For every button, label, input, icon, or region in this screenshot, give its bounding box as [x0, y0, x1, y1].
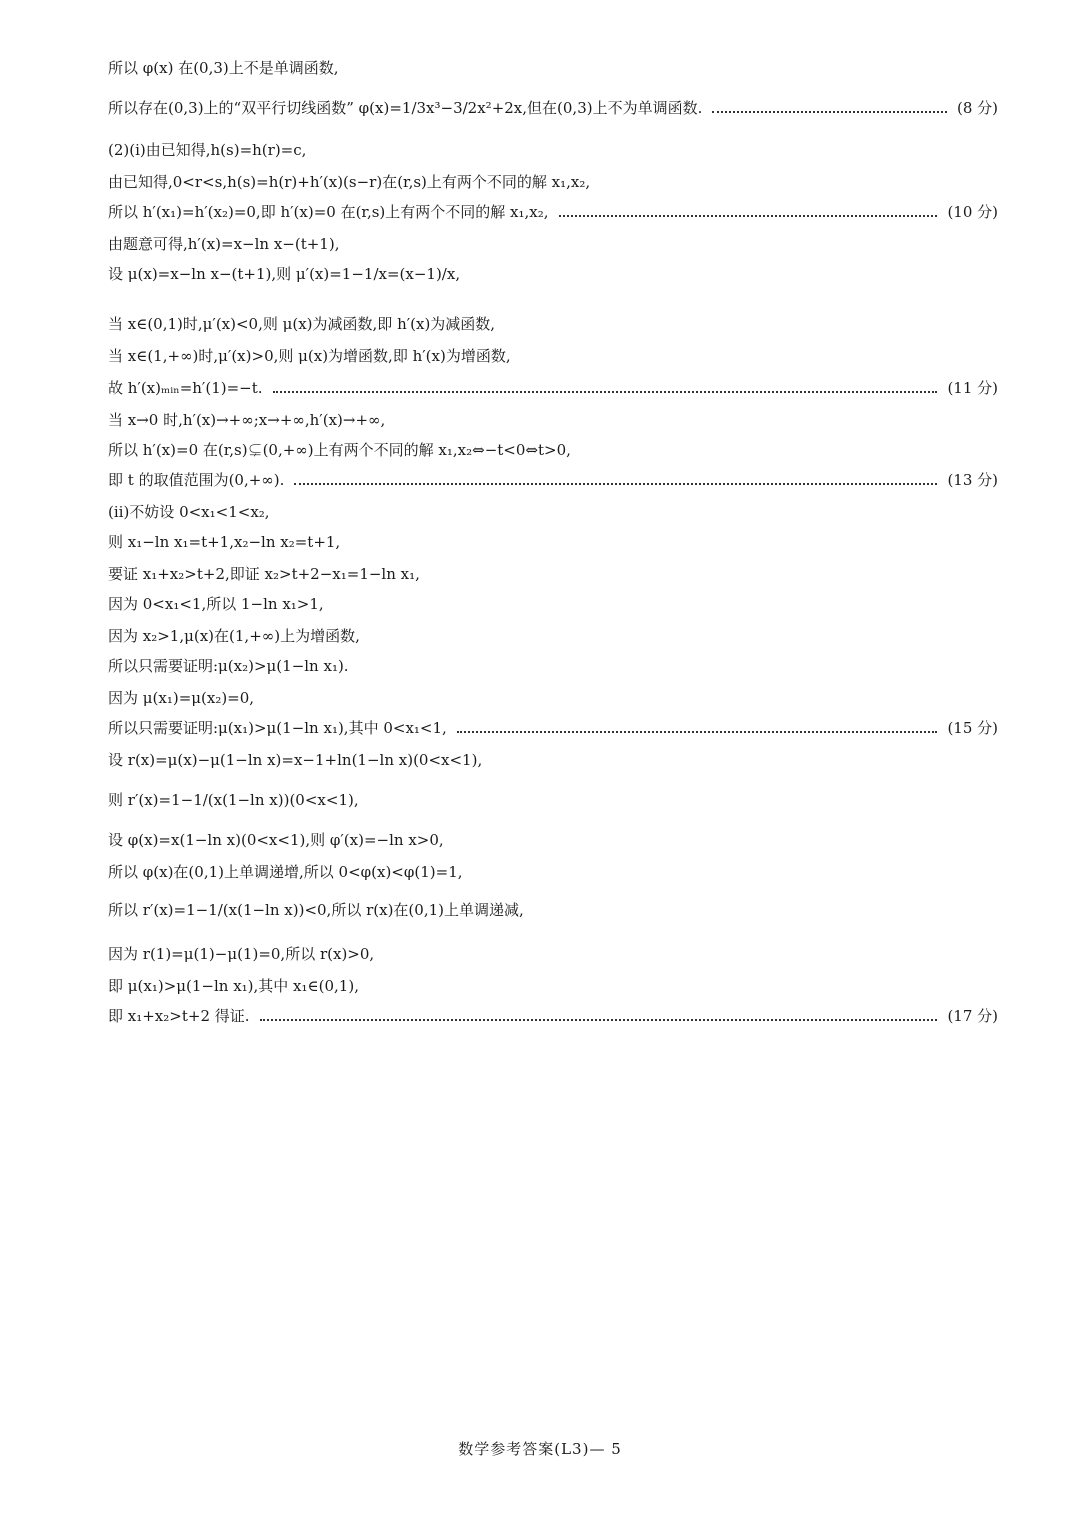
solution-line — [108, 1006, 998, 1026]
solution-line — [108, 140, 998, 160]
solution-line-text: 由已知得,0<r<s,h(s)=h(r)+h′(x)(s−r)在(r,s)上有两个不同的解 x₁,x₂, — [108, 173, 591, 191]
score-label: (8 分) — [956, 99, 998, 117]
solution-line — [108, 58, 998, 78]
dotted-leader — [559, 215, 938, 217]
solution-line-text: 所以只需要证明:μ(x₂)>μ(1−ln x₁). — [108, 657, 349, 675]
solution-line-text: 则 r′(x)=1−1/(x(1−ln x))(0<x<1), — [108, 791, 359, 809]
solution-line — [108, 410, 998, 430]
solution-line — [108, 688, 998, 708]
solution-line — [108, 564, 998, 584]
solution-line — [108, 314, 998, 334]
solution-line-text: 所以存在(0,3)上的“双平行切线函数” φ(x)=1/3x³−3/2x²+2x,但在(0,3)上不为单调函数. — [108, 99, 703, 117]
solution-line — [108, 862, 998, 882]
solution-line-text: 由题意可得,h′(x)=x−ln x−(t+1), — [108, 235, 340, 253]
score-label: (13 分) — [947, 471, 998, 489]
solution-line — [108, 172, 998, 192]
solution-line-text: 要证 x₁+x₂>t+2,即证 x₂>t+2−x₁=1−ln x₁, — [108, 565, 420, 583]
solution-line — [108, 234, 998, 254]
solution-line-text: 即 t 的取值范围为(0,+∞). — [108, 471, 285, 489]
page-footer: 数学参考答案(L3)— 5 — [458, 1440, 622, 1458]
solution-line-text: 即 μ(x₁)>μ(1−ln x₁),其中 x₁∈(0,1), — [108, 977, 359, 995]
solution-line-text: 设 φ(x)=x(1−ln x)(0<x<1),则 φ′(x)=−ln x>0, — [108, 831, 444, 849]
solution-line — [108, 626, 998, 646]
solution-line — [108, 378, 998, 398]
solution-line-text: 即 x₁+x₂>t+2 得证. — [108, 1007, 250, 1025]
solution-line-text: 所以 φ(x) 在(0,3)上不是单调函数, — [108, 59, 339, 77]
score-label: (17 分) — [947, 1007, 998, 1025]
solution-line — [108, 346, 998, 366]
solution-line-text: 因为 r(1)=μ(1)−μ(1)=0,所以 r(x)>0, — [108, 945, 375, 963]
solution-line-text: 所以 r′(x)=1−1/(x(1−ln x))<0,所以 r(x)在(0,1)上单调递减, — [108, 901, 524, 919]
dotted-leader — [260, 1019, 938, 1021]
solution-line — [108, 202, 998, 222]
dotted-leader — [712, 111, 947, 113]
solution-line-text: 因为 x₂>1,μ(x)在(1,+∞)上为增函数, — [108, 627, 360, 645]
solution-line-text: 当 x→0 时,h′(x)→+∞;x→+∞,h′(x)→+∞, — [108, 411, 386, 429]
solution-line-text: 则 x₁−ln x₁=t+1,x₂−ln x₂=t+1, — [108, 533, 341, 551]
solution-line-text: 所以 h′(x₁)=h′(x₂)=0,即 h′(x)=0 在(r,s)上有两个不同的解 x₁,x₂, — [108, 203, 549, 221]
solution-line — [108, 440, 998, 460]
solution-line — [108, 750, 998, 770]
score-label: (10 分) — [947, 203, 998, 221]
solution-line-text: 设 r(x)=μ(x)−μ(1−ln x)=x−1+ln(1−ln x)(0<x<1), — [108, 751, 483, 769]
solution-line-text: (ⅱ)不妨设 0<x₁<1<x₂, — [108, 503, 270, 521]
solution-line — [108, 264, 998, 284]
solution-line-text: 所以只需要证明:μ(x₁)>μ(1−ln x₁),其中 0<x₁<1, — [108, 719, 447, 737]
solution-line-text: 所以 h′(x)=0 在(r,s)⊊(0,+∞)上有两个不同的解 x₁,x₂⇔−t<0⇔t>0, — [108, 441, 571, 459]
solution-line-text: 因为 0<x₁<1,所以 1−ln x₁>1, — [108, 595, 324, 613]
dotted-leader — [457, 731, 938, 733]
solution-line-text: 设 μ(x)=x−ln x−(t+1),则 μ′(x)=1−1/x=(x−1)/x, — [108, 265, 461, 283]
solution-line-text: 所以 φ(x)在(0,1)上单调递增,所以 0<φ(x)<φ(1)=1, — [108, 863, 463, 881]
score-label: (11 分) — [947, 379, 998, 397]
solution-line-text: 当 x∈(0,1)时,μ′(x)<0,则 μ(x)为减函数,即 h′(x)为减函数, — [108, 315, 496, 333]
solution-line — [108, 502, 998, 522]
solution-line-text: 因为 μ(x₁)=μ(x₂)=0, — [108, 689, 255, 707]
solution-line — [108, 656, 998, 676]
solution-line — [108, 532, 998, 552]
solution-line — [108, 594, 998, 614]
dotted-leader — [273, 391, 938, 393]
score-label: (15 分) — [947, 719, 998, 737]
solution-line — [108, 470, 998, 490]
solution-line — [108, 790, 998, 810]
solution-line — [108, 976, 998, 996]
solution-line — [108, 98, 998, 118]
solution-line — [108, 830, 998, 850]
solution-line-text: (2)(ⅰ)由已知得,h(s)=h(r)=c, — [108, 141, 307, 159]
solution-line-text: 当 x∈(1,+∞)时,μ′(x)>0,则 μ(x)为增函数,即 h′(x)为增函数, — [108, 347, 511, 365]
solution-line — [108, 900, 998, 920]
dotted-leader — [294, 483, 937, 485]
solution-line-text: 故 h′(x)ₘᵢₙ=h′(1)=−t. — [108, 379, 263, 397]
solution-line — [108, 718, 998, 738]
solution-line — [108, 944, 998, 964]
